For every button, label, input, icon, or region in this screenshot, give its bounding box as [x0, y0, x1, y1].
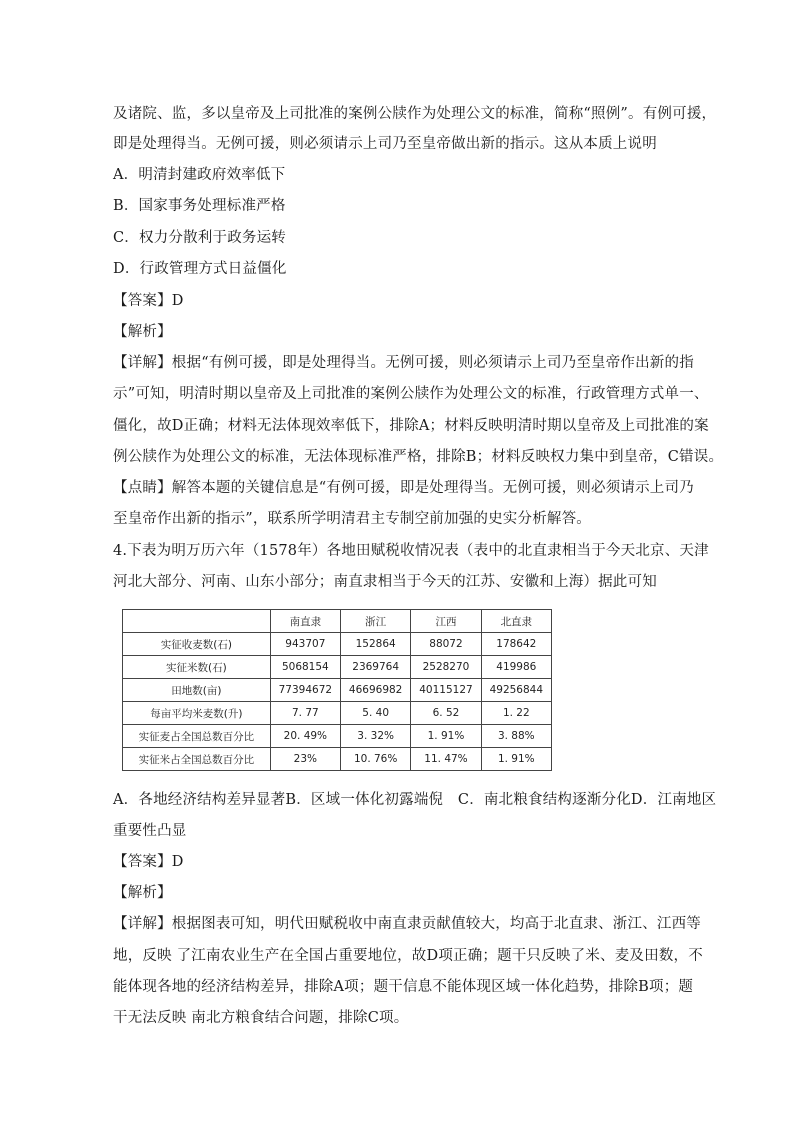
q3-answer: 【答案】D: [113, 293, 184, 309]
table-cell: 46696982: [341, 679, 411, 702]
table-cell: 2528270: [411, 656, 481, 679]
paragraph-line-2: 即是处理得当。无例可援，则必须请示上司乃至皇帝做出新的指示。这从本质上说明: [113, 136, 657, 152]
q3-detail-line-1: 【详解】根据“有例可援，即是处理得当。无例可援，则必须请示上司乃至皇帝作出新的指: [113, 355, 694, 371]
table-cell: 152864: [341, 633, 411, 656]
table-cell: 5068154: [270, 656, 340, 679]
q3-dianjing-line-1: 【点睛】解答本题的关键信息是“有例可援，即是处理得当。无例可援，则必须请示上司乃: [113, 480, 694, 496]
table-header-row: [123, 610, 552, 633]
q4-detail-line-4: 干无法反映 南北方粮食结合问题，排除C项。: [113, 1010, 409, 1026]
table-cell: 49256844: [481, 679, 551, 702]
q4-analysis-label: 【解析】: [113, 885, 172, 901]
q3-analysis-label: 【解析】: [113, 324, 172, 340]
q4-options-line-2: 重要性凸显: [113, 823, 187, 839]
table-cell: 1. 91%: [481, 748, 551, 771]
table-cell: 20. 49%: [270, 725, 340, 748]
table-header-cell: 南直隶: [270, 610, 340, 633]
table-row-label: 每亩平均米麦数(升): [123, 702, 271, 725]
q4-detail-line-2: 地，反映 了江南农业生产在全国占重要地位，故D项正确；题干只反映了米、麦及田数，不: [113, 948, 703, 964]
table-cell: 10. 76%: [341, 748, 411, 771]
q4-answer: 【答案】D: [113, 854, 184, 870]
q3-dianjing-line-2: 至皇帝作出新的指示”，联系所学明清君主专制空前加强的史实分析解答。: [113, 511, 592, 527]
table-row-label: 田地数(亩): [123, 679, 271, 702]
table-cell: 1. 91%: [411, 725, 481, 748]
table-row-label: 实征米占全国总数百分比: [123, 748, 271, 771]
table-row: [123, 702, 552, 725]
q3-option-d: D．行政管理方式日益僵化: [113, 261, 287, 277]
q3-option-c: C．权力分散利于政务运转: [113, 230, 286, 246]
table-header-cell: 江西: [411, 610, 481, 633]
table-cell: 11. 47%: [411, 748, 481, 771]
q3-detail-line-2: 示”可知，明清时期以皇帝及上司批准的案例公牍作为处理公文的标准，行政管理方式单一、: [113, 386, 709, 402]
table-header-cell: [123, 610, 271, 633]
table-row: [123, 679, 552, 702]
table-row: [123, 633, 552, 656]
table-cell: 178642: [481, 633, 551, 656]
tax-table: [122, 609, 552, 771]
tax-table-container: [122, 609, 552, 771]
table-cell: 2369764: [341, 656, 411, 679]
q3-detail-line-4: 例公牍作为处理公文的标准，无法体现标准严格，排除B；材料反映权力集中到皇帝，C错误。: [113, 449, 724, 465]
table-row-label: 实征收麦数(石): [123, 633, 271, 656]
table-cell: 419986: [481, 656, 551, 679]
table-row-label: 实征米数(石): [123, 656, 271, 679]
table-cell: 7. 77: [270, 702, 340, 725]
q4-stem-line-1: 4.下表为明万历六年（1578年）各地田赋税收情况表（表中的北直隶相当于今天北京、天津: [113, 543, 709, 559]
table-cell: 88072: [411, 633, 481, 656]
table-header-cell: 北直隶: [481, 610, 551, 633]
table-row: [123, 748, 552, 771]
table-cell: 40115127: [411, 679, 481, 702]
q4-detail-line-1: 【详解】根据图表可知，明代田赋税收中南直隶贡献值较大，均高于北直隶、浙江、江西等: [113, 916, 701, 932]
q4-detail-line-3: 能体现各地的经济结构差异，排除A项；题干信息不能体现区域一体化趋势，排除B项；题: [113, 979, 694, 995]
table-cell: 3. 88%: [481, 725, 551, 748]
table-row-label: 实征麦占全国总数百分比: [123, 725, 271, 748]
table-cell: 3. 32%: [341, 725, 411, 748]
table-row: [123, 656, 552, 679]
q3-option-a: A．明清封建政府效率低下: [113, 167, 286, 183]
table-cell: 77394672: [270, 679, 340, 702]
q3-option-b: B．国家事务处理标准严格: [113, 198, 286, 214]
table-cell: 943707: [270, 633, 340, 656]
table-cell: 23%: [270, 748, 340, 771]
q3-detail-line-3: 僵化，故D正确；材料无法体现效率低下，排除A；材料反映明清时期以皇帝及上司批准的案: [113, 418, 709, 434]
q4-stem-line-2: 河北大部分、河南、山东小部分；南直隶相当于今天的江苏、安徽和上海）据此可知: [113, 574, 657, 590]
table-cell: 1. 22: [481, 702, 551, 725]
table-header-cell: 浙江: [341, 610, 411, 633]
table-cell: 6. 52: [411, 702, 481, 725]
paragraph-line-1: 及诸院、监，多以皇帝及上司批准的案例公牍作为处理公文的标准，简称“照例”。有例可援，: [113, 106, 717, 122]
table-row: [123, 725, 552, 748]
table-cell: 5. 40: [341, 702, 411, 725]
q4-options-line-1: A．各地经济结构差异显著B．区域一体化初露端倪 C．南北粮食结构逐渐分化D．江南地区: [113, 792, 717, 808]
